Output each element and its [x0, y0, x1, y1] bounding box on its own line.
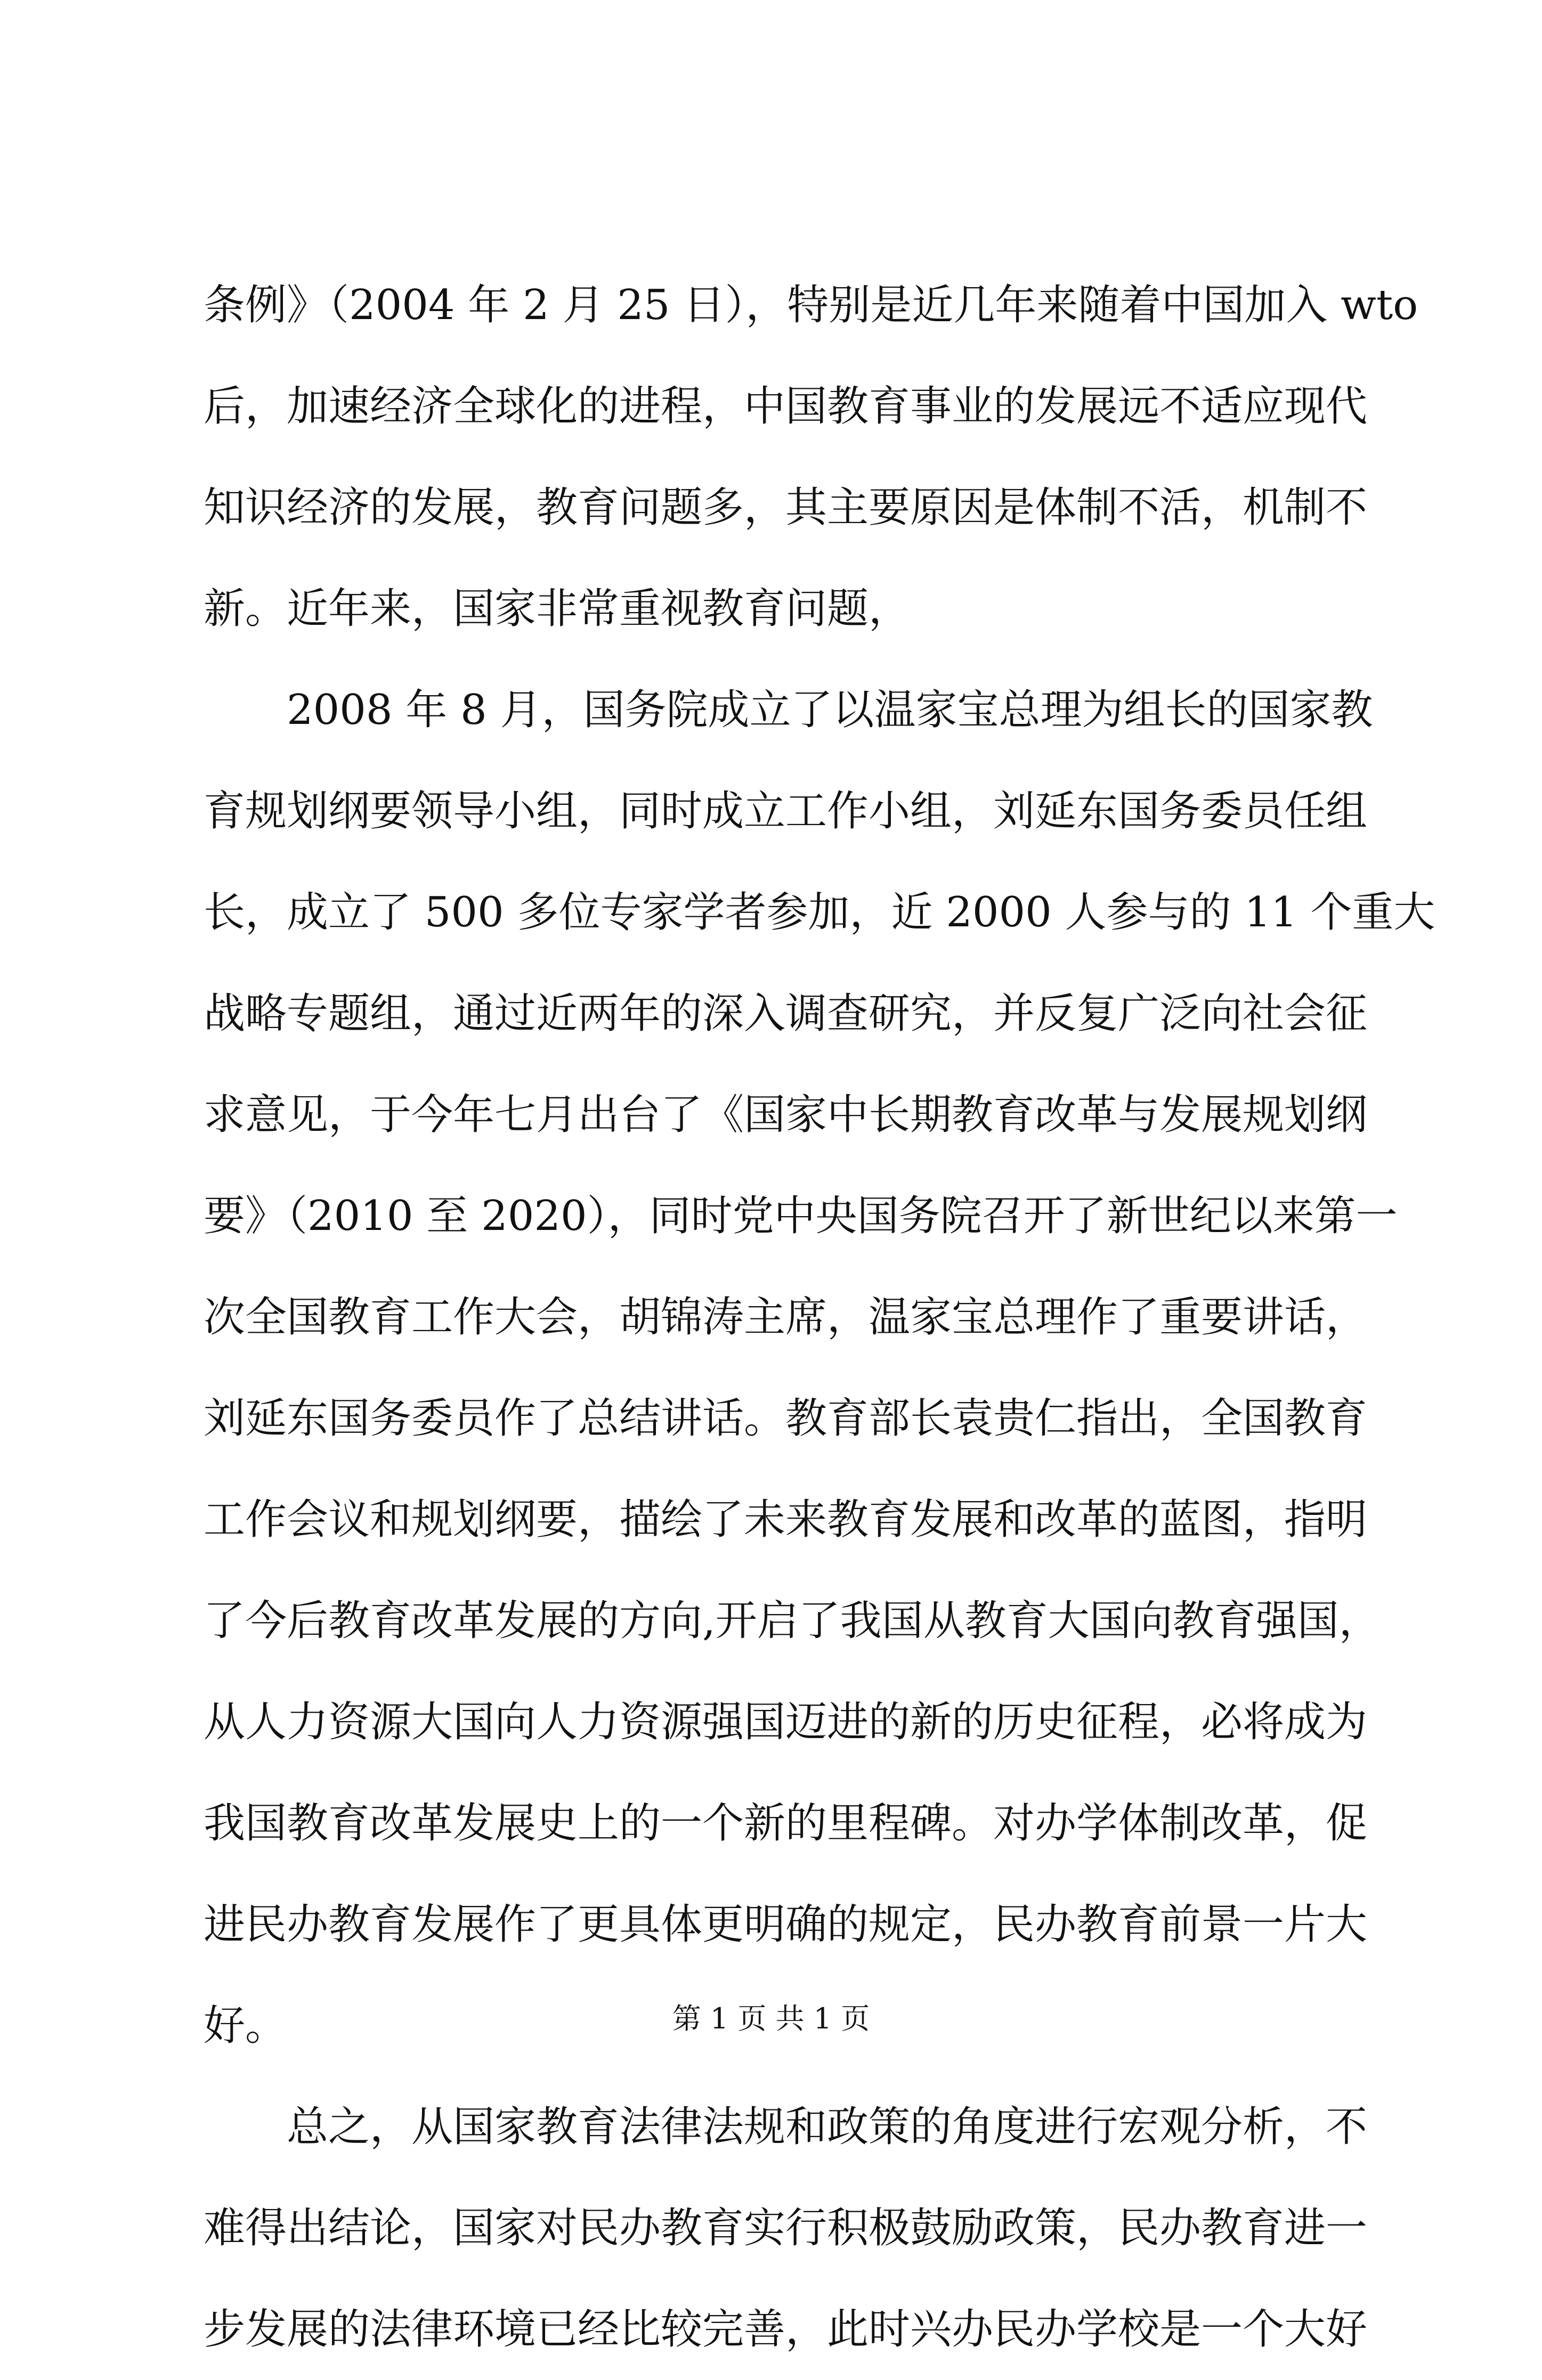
text-line: 战略专题组，通过近两年的深入调查研究，并反复广泛向社会征: [204, 990, 1368, 1038]
text-line: 了今后教育改革发展的方向,开启了我国从教育大国向教育强国，: [204, 1597, 1381, 1645]
text-line: 工作会议和规划纲要，描绘了未来教育发展和改革的蓝图，指明: [204, 1496, 1368, 1544]
text-line: 知识经济的发展，教育问题多，其主要原因是体制不活，机制不: [204, 484, 1368, 532]
text-line: 进民办教育发展作了更具体更明确的规定，民办教育前景一片大: [204, 1901, 1368, 1949]
text-line: 要》（2010 至 2020），同时党中央国务院召开了新世纪以来第一: [204, 1192, 1398, 1240]
text-line: 总之，从国家教育法律法规和政策的角度进行宏观分析，不: [204, 2103, 1368, 2151]
page-footer: 第 1 页 共 1 页: [672, 2002, 870, 2035]
text-line: 新。近年来，国家非常重视教育问题，: [204, 585, 911, 633]
text-line: 好。: [204, 2002, 287, 2050]
text-line: 我国教育改革发展史上的一个新的里程碑。对办学体制改革，促: [204, 1799, 1368, 1847]
text-line: 难得出结论，国家对民办教育实行积极鼓励政策，民办教育进一: [204, 2204, 1368, 2252]
text-line: 长，成立了 500 多位专家学者参加，近 2000 人参与的 11 个重大: [204, 889, 1435, 936]
text-line: 条例》（2004 年 2 月 25 日），特别是近几年来随着中国加入 wto: [204, 281, 1418, 329]
body-text: [204, 255, 1435, 2380]
text-line: 刘延东国务委员作了总结讲话。教育部长袁贵仁指出，全国教育: [204, 1395, 1368, 1442]
text-line: 步发展的法律环境已经比较完善，此时兴办民办学校是一个大好: [204, 2305, 1368, 2353]
text-line: 后，加速经济全球化的进程，中国教育事业的发展远不适应现代: [204, 382, 1368, 430]
text-line: 育规划纲要领导小组，同时成立工作小组，刘延东国务委员任组: [204, 787, 1368, 835]
text-line: 从人力资源大国向人力资源强国迈进的新的历史征程，必将成为: [204, 1698, 1368, 1746]
text-line: 次全国教育工作大会，胡锦涛主席，温家宝总理作了重要讲话，: [204, 1293, 1368, 1341]
text-line: 求意见，于今年七月出台了《国家中长期教育改革与发展规划纲: [204, 1091, 1368, 1139]
text-line: 2008 年 8 月，国务院成立了以温家宝总理为组长的国家教: [204, 686, 1373, 734]
